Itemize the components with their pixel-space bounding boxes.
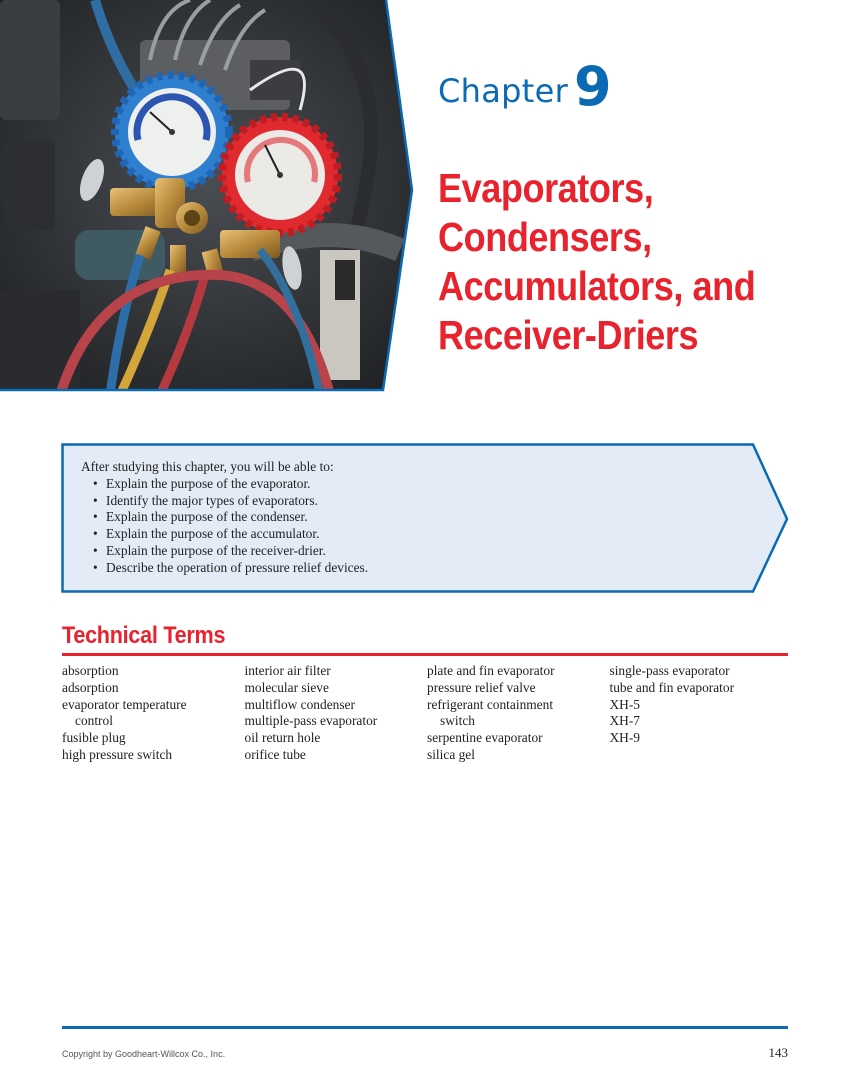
term-item: multiple-pass evaporator [244,713,378,729]
chapter-word: Chapter [438,72,569,110]
bullet-icon: • [93,559,98,575]
technical-terms-list [62,663,792,764]
technical-terms-divider [62,653,788,656]
term-item: molecular sieve [244,679,329,695]
term-item: adsorption [62,679,119,695]
term-item: XH-5 [609,696,640,712]
term-item: silica gel [427,746,475,762]
bullet-icon: • [93,492,98,508]
objective-item: • Explain the purpose of the receiver-drier. [93,542,326,558]
term-item: evaporator temperature control [62,696,187,729]
terms-column-3 [427,663,610,764]
term-item: high pressure switch [62,746,173,762]
chapter-title [438,164,790,360]
terms-column-1 [62,663,245,764]
chapter-opener-photo [0,0,420,395]
terms-column-2 [245,663,428,764]
objectives-list [81,476,368,577]
term-item: interior air filter [244,663,331,678]
technical-terms-heading: Technical Terms [62,622,226,649]
title-line: Receiver-Driers [438,312,699,358]
copyright-notice: Copyright by Goodheart-Willcox Co., Inc. [62,1049,226,1059]
learning-objectives-box [61,443,791,593]
term-item: tube and fin evaporator [609,679,735,695]
page-number: 143 [768,1045,788,1060]
bullet-icon: • [93,475,98,491]
title-line: Accumulators, and [438,263,756,309]
title-line: Condensers, [438,214,652,260]
bullet-icon: • [93,509,98,525]
term-item: orifice tube [244,746,306,762]
objectives-intro: After studying this chapter, you will be able to: [81,459,334,474]
term-item: pressure relief valve [427,679,536,695]
term-item: absorption [62,663,119,678]
term-item: plate and fin evaporator [427,663,555,678]
term-item: XH-7 [609,713,640,729]
objective-item: • Describe the operation of pressure relief devices. [93,559,369,575]
bullet-icon: • [93,526,98,542]
bullet-icon: • [93,542,98,558]
term-item: single-pass evaporator [609,663,730,678]
objective-item: • Explain the purpose of the accumulator. [93,526,320,542]
objective-item: • Identify the major types of evaporators. [93,492,318,508]
footer-divider [62,1026,788,1029]
term-item: XH-9 [609,730,640,746]
title-line: Evaporators, [438,165,654,211]
term-item: multiflow condenser [244,696,355,712]
objective-item: • Explain the purpose of the evaporator. [93,475,311,491]
term-item: oil return hole [244,730,321,746]
chapter-number: 9 [574,55,612,118]
chapter-label [438,52,612,118]
manifold-gauge-photo-icon [0,0,420,395]
terms-column-4 [610,663,793,764]
term-item: serpentine evaporator [427,730,543,746]
term-item: fusible plug [62,730,126,746]
term-item: refrigerant containment switch [427,696,554,729]
objective-item: • Explain the purpose of the condenser. [93,509,308,525]
